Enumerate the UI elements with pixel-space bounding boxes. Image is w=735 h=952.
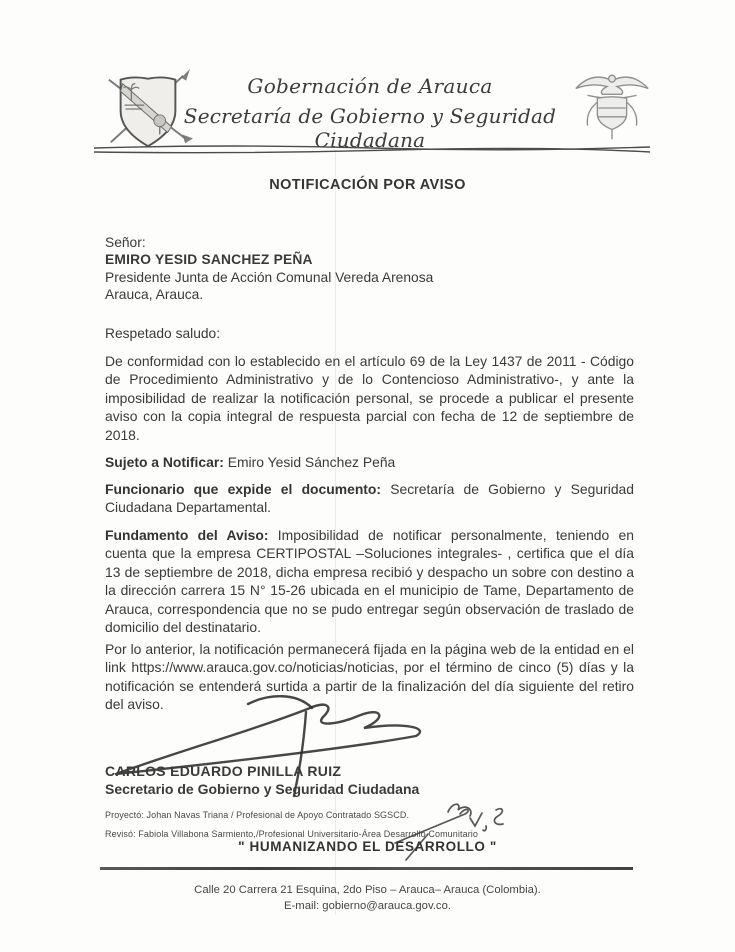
- recipient-block: [105, 234, 634, 304]
- footnote-proyecto: Proyectó: Johan Navas Triana / Profesional de Apoyo Contratado SGSCD.: [105, 810, 410, 820]
- footer-email: E-mail: gobierno@arauca.gov.co.: [284, 900, 451, 912]
- footer-divider: [100, 867, 633, 870]
- slogan: " HUMANIZANDO EL DESARROLLO ": [238, 839, 497, 854]
- greeting: Respetado saludo:: [105, 326, 221, 341]
- intro-paragraph: De conformidad con lo establecido en el artículo 69 de la Ley 1437 de 2011 - Código de Procedimiento Administrativo y de lo Contencioso Administrativo-, y ante la imposibilidad de realizar la notificación personal, se procede a publicar el presente aviso con la copia integral de respuesta parcial con fecha de 12 de septiembre de 2018.: [105, 353, 634, 443]
- field-fundamento-value: Imposibilidad de notificar personalmente, teniendo en cuenta que la empresa CERTIPOSTAL –Soluciones integrales- , certifica que el día 13 de septiembre de 2018, dicha empresa recibió y despacho un sobre con destino a la dirección carrera 15 N° 15-26 ubicada en el municipio de Tame, Departamento de Arauca, correspondencia que no se pudo entregar según observación de traslado de domicilio del destinatario.: [105, 527, 635, 636]
- field-funcionario-value: Secretaría de Gobierno y Seguridad Ciudadana Departamental.: [105, 481, 634, 516]
- recipient-name: EMIRO YESID SANCHEZ PEÑA: [105, 252, 313, 268]
- signatory-title: Secretario de Gobierno y Seguridad Ciudadana: [105, 781, 420, 797]
- field-sujeto: [105, 453, 634, 471]
- field-fundamento: [105, 526, 634, 636]
- field-funcionario: [105, 480, 634, 517]
- recipient-location: Arauca, Arauca.: [105, 287, 204, 303]
- document-title: NOTIFICACIÓN POR AVISO: [269, 177, 466, 193]
- recipient-salutation: Señor:: [105, 235, 146, 250]
- field-sujeto-label: Sujeto a Notificar:: [105, 454, 224, 470]
- field-funcionario-label: Funcionario que expide el documento:: [105, 481, 382, 497]
- footer-address: Calle 20 Carrera 21 Esquina, 2do Piso – Arauca– Arauca (Colombia).: [194, 884, 541, 896]
- letterhead-dept-name: Secretaría de Gobierno y Seguridad Ciudadana: [183, 104, 557, 152]
- colombia-coat-of-arms-icon: [568, 68, 656, 148]
- recipient-role: Presidente Junta de Acción Comunal Vereda Arenosa: [105, 269, 434, 285]
- letterhead-org-name: Gobernación de Arauca: [247, 74, 493, 98]
- field-fundamento-label: Fundamento del Aviso:: [105, 527, 269, 543]
- field-sujeto-value: Emiro Yesid Sánchez Peña: [223, 454, 396, 470]
- letterhead: [180, 74, 560, 152]
- signatory-name: CARLOS EDUARDO PINILLA RUIZ: [105, 763, 342, 779]
- footnote-reviso: Revisó: Fabiola Villabona Sarmiento,/Profesional Universitario-Área Desarrollo Comunitario: [105, 829, 478, 839]
- letterhead-divider: [94, 142, 650, 156]
- closing-paragraph: Por lo anterior, la notificación permanecerá fijada en la página web de la entidad en el link https://www.arauca.gov.co/noticias/noticias, por el término de cinco (5) días y la notificación se entenderá surtida a partir de la finalización del día siguiente del retiro del aviso.: [105, 641, 634, 713]
